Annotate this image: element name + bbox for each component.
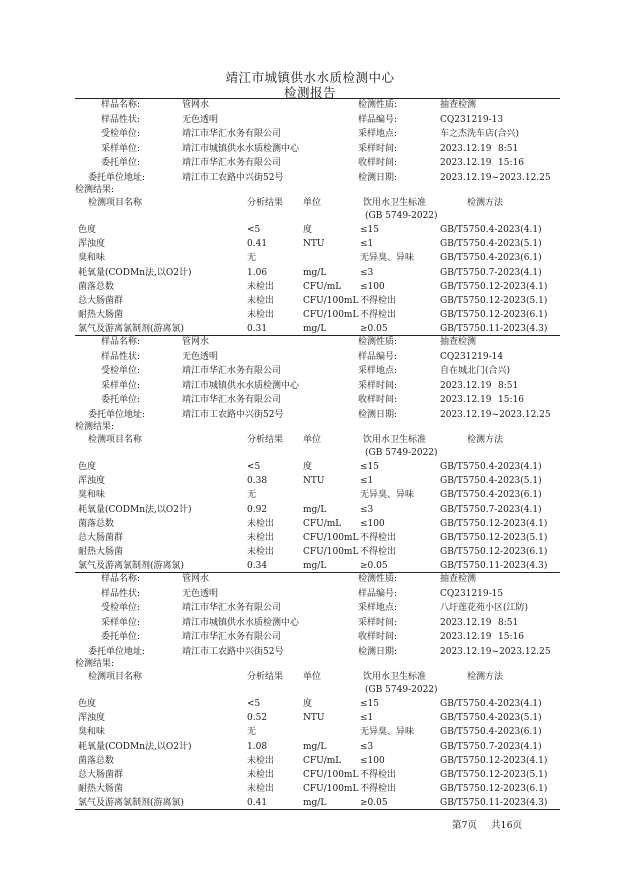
item-name: 总大肠菌群 bbox=[78, 770, 124, 780]
info-label-sample-name: 样品名称: bbox=[101, 574, 141, 584]
item-method: GB/T5750.11-2023(4.3) bbox=[440, 324, 548, 335]
item-method: GB/T5750.12-2023(4.1) bbox=[440, 518, 548, 529]
receive-date-value: 2023.12.19 bbox=[440, 632, 492, 643]
info-label-entrusted-unit: 受检单位: bbox=[101, 603, 141, 614]
info-value-client: 靖江市华汇水务有限公司 bbox=[182, 158, 282, 169]
item-limit: ≤3 bbox=[360, 267, 374, 278]
results-label: 检测结果: bbox=[75, 659, 115, 669]
item-unit: CFU/mL bbox=[303, 755, 342, 766]
info-label-sampling-unit: 采样单位: bbox=[101, 617, 141, 628]
item-limit: ≤15 bbox=[360, 699, 379, 709]
item-name: 耐热大肠菌 bbox=[78, 784, 124, 795]
info-label-test-date: 检测日期: bbox=[358, 647, 398, 657]
item-unit: NTU bbox=[303, 713, 325, 724]
sampling-site-value: 自在城北门(合兴) bbox=[440, 366, 511, 377]
item-name: 菌落总数 bbox=[78, 281, 115, 292]
item-name: 臭和味 bbox=[78, 253, 106, 264]
item-result: 未检出 bbox=[247, 310, 275, 321]
item-method: GB/T5750.12-2023(5.1) bbox=[440, 770, 548, 780]
item-unit: CFU/100mL bbox=[303, 770, 359, 780]
info-label-client: 委托单位: bbox=[101, 632, 141, 643]
item-limit: 不得检出 bbox=[360, 310, 397, 321]
info-value-client: 靖江市华汇水务有限公司 bbox=[182, 632, 282, 643]
item-name: 色度 bbox=[78, 225, 97, 235]
item-method: GB/T5750.4-2023(6.1) bbox=[440, 490, 542, 501]
item-unit: 度 bbox=[303, 225, 313, 235]
info-label-sample-name: 样品名称: bbox=[101, 100, 141, 110]
info-label-sampling-site: 采样地点: bbox=[358, 366, 398, 377]
th-result: 分析结果 bbox=[247, 672, 284, 682]
item-unit: mg/L bbox=[303, 504, 327, 515]
item-method: GB/T5750.11-2023(4.3) bbox=[440, 798, 548, 809]
info-label-client-address: 委托单位地址: bbox=[88, 410, 146, 420]
sampling-site-value: 八圩莲花苑小区(江防) bbox=[440, 603, 529, 614]
test-date-value: 2023.12.19~2023.12.25 bbox=[440, 647, 551, 657]
item-limit: ≥0.05 bbox=[360, 324, 388, 335]
th-method: 检测方法 bbox=[467, 435, 504, 445]
item-limit: ≤1 bbox=[360, 476, 374, 487]
th-method: 检测方法 bbox=[467, 198, 504, 208]
item-result: 未检出 bbox=[247, 296, 275, 306]
item-result: <5 bbox=[247, 699, 261, 709]
block-top-rule bbox=[75, 335, 560, 336]
item-unit: 度 bbox=[303, 462, 313, 472]
item-name: 菌落总数 bbox=[78, 755, 115, 766]
th-unit: 单位 bbox=[303, 435, 322, 445]
item-name: 耐热大肠菌 bbox=[78, 310, 124, 321]
item-result: 0.34 bbox=[247, 561, 268, 572]
info-value-client-address: 靖江市工农路中兴街52号 bbox=[182, 410, 284, 420]
info-value-sampling-unit: 靖江市城镇供水水质检测中心 bbox=[182, 617, 300, 628]
info-label-sample-no: 样品编号: bbox=[358, 588, 398, 599]
item-limit: 不得检出 bbox=[360, 547, 397, 558]
th-standard-code: (GB 5749-2022) bbox=[365, 685, 438, 695]
item-name: 浑浊度 bbox=[78, 239, 106, 250]
item-unit: mg/L bbox=[303, 798, 327, 809]
th-standard: 饮用水卫生标准 bbox=[363, 198, 427, 208]
item-result: <5 bbox=[247, 225, 261, 235]
item-name: 耗氧量(CODMn法,以O2计) bbox=[78, 267, 192, 278]
sampling-clock-value: 8:51 bbox=[498, 380, 519, 391]
item-result: 未检出 bbox=[247, 533, 275, 543]
th-item: 检测项目名称 bbox=[88, 672, 143, 682]
info-value-character: 无色透明 bbox=[182, 351, 219, 362]
info-value-sampling-unit: 靖江市城镇供水水质检测中心 bbox=[182, 143, 300, 154]
sampling-clock-value: 8:51 bbox=[498, 617, 519, 628]
item-name: 浑浊度 bbox=[78, 713, 106, 724]
item-unit: mg/L bbox=[303, 561, 327, 572]
th-method: 检测方法 bbox=[467, 672, 504, 682]
info-label-client-address: 委托单位地址: bbox=[88, 173, 146, 183]
info-label-sample-no: 样品编号: bbox=[358, 351, 398, 362]
item-unit: mg/L bbox=[303, 741, 327, 752]
item-name: 菌落总数 bbox=[78, 518, 115, 529]
th-result: 分析结果 bbox=[247, 198, 284, 208]
item-method: GB/T5750.12-2023(5.1) bbox=[440, 533, 548, 543]
item-limit: 无异臭、异味 bbox=[360, 253, 415, 264]
results-label: 检测结果: bbox=[75, 422, 115, 432]
info-label-receive-time: 收样时间: bbox=[358, 395, 398, 406]
info-label-test-date: 检测日期: bbox=[358, 410, 398, 420]
item-name: 耗氧量(CODMn法,以O2计) bbox=[78, 741, 192, 752]
test-nature-value: 抽查检测 bbox=[440, 100, 477, 110]
item-limit: 无异臭、异味 bbox=[360, 490, 415, 501]
sample-no-value: CQ231219-15 bbox=[440, 588, 504, 599]
item-unit: CFU/100mL bbox=[303, 533, 359, 543]
item-method: GB/T5750.4-2023(6.1) bbox=[440, 727, 542, 738]
info-value-sampling-unit: 靖江市城镇供水水质检测中心 bbox=[182, 380, 300, 391]
sample-no-value: CQ231219-13 bbox=[440, 114, 504, 125]
item-limit: ≤3 bbox=[360, 741, 374, 752]
info-label-sample-name: 样品名称: bbox=[101, 337, 141, 347]
item-limit: ≥0.05 bbox=[360, 561, 388, 572]
item-result: 未检出 bbox=[247, 770, 275, 780]
info-label-client: 委托单位: bbox=[101, 158, 141, 169]
item-method: GB/T5750.7-2023(4.1) bbox=[440, 504, 542, 515]
item-name: 臭和味 bbox=[78, 490, 106, 501]
sampling-site-value: 车之杰洗车店(合兴) bbox=[440, 129, 520, 140]
item-name: 臭和味 bbox=[78, 727, 106, 738]
receive-clock-value: 15:16 bbox=[498, 158, 524, 169]
info-value-client-address: 靖江市工农路中兴街52号 bbox=[182, 647, 284, 657]
th-unit: 单位 bbox=[303, 198, 322, 208]
info-label-sample-no: 样品编号: bbox=[358, 114, 398, 125]
item-method: GB/T5750.12-2023(6.1) bbox=[440, 784, 548, 795]
info-label-test-nature: 检测性质: bbox=[358, 574, 398, 584]
item-method: GB/T5750.12-2023(6.1) bbox=[440, 547, 548, 558]
th-item: 检测项目名称 bbox=[88, 435, 143, 445]
th-unit: 单位 bbox=[303, 672, 322, 682]
item-method: GB/T5750.7-2023(4.1) bbox=[440, 267, 542, 278]
item-result: 未检出 bbox=[247, 518, 275, 529]
sampling-date-value: 2023.12.19 bbox=[440, 143, 492, 154]
item-unit: CFU/mL bbox=[303, 518, 342, 529]
item-result: 未检出 bbox=[247, 784, 275, 795]
item-result: 0.38 bbox=[247, 476, 268, 487]
page-number: 第7页 bbox=[452, 820, 478, 831]
item-unit: CFU/100mL bbox=[303, 296, 359, 306]
receive-date-value: 2023.12.19 bbox=[440, 158, 492, 169]
item-limit: ≤1 bbox=[360, 713, 374, 724]
info-label-sampling-site: 采样地点: bbox=[358, 129, 398, 140]
test-nature-value: 抽查检测 bbox=[440, 337, 477, 347]
item-name: 耗氧量(CODMn法,以O2计) bbox=[78, 504, 192, 515]
sampling-clock-value: 8:51 bbox=[498, 143, 519, 154]
item-result: 未检出 bbox=[247, 755, 275, 766]
item-result: 0.92 bbox=[247, 504, 268, 515]
item-limit: ≤100 bbox=[360, 755, 385, 766]
item-method: GB/T5750.11-2023(4.3) bbox=[440, 561, 548, 572]
info-label-receive-time: 收样时间: bbox=[358, 158, 398, 169]
th-standard-code: (GB 5749-2022) bbox=[365, 211, 438, 221]
item-limit: ≤15 bbox=[360, 462, 379, 472]
block-top-rule bbox=[75, 572, 560, 573]
info-label-test-date: 检测日期: bbox=[358, 173, 398, 183]
item-limit: 不得检出 bbox=[360, 533, 397, 543]
item-limit: ≤3 bbox=[360, 504, 374, 515]
item-limit: 无异臭、异味 bbox=[360, 727, 415, 738]
item-name: 氯气及游离氯制剂(游离氯) bbox=[78, 324, 185, 335]
report-subtitle: 检测报告 bbox=[283, 85, 336, 100]
item-unit: NTU bbox=[303, 239, 325, 250]
info-value-entrusted-unit: 靖江市华汇水务有限公司 bbox=[182, 366, 282, 377]
item-unit: mg/L bbox=[303, 324, 327, 335]
item-limit: 不得检出 bbox=[360, 770, 397, 780]
item-limit: 不得检出 bbox=[360, 784, 397, 795]
item-limit: ≤1 bbox=[360, 239, 374, 250]
info-label-client: 委托单位: bbox=[101, 395, 141, 406]
info-label-sample-character: 样品性状: bbox=[101, 114, 141, 125]
info-label-test-nature: 检测性质: bbox=[358, 337, 398, 347]
block-bottom-rule bbox=[75, 809, 560, 810]
info-value-name: 管网水 bbox=[182, 100, 210, 110]
item-method: GB/T5750.12-2023(5.1) bbox=[440, 296, 548, 306]
item-result: 无 bbox=[247, 727, 257, 738]
item-name: 总大肠菌群 bbox=[78, 296, 124, 306]
item-result: 0.41 bbox=[247, 239, 268, 250]
results-label: 检测结果: bbox=[75, 185, 115, 195]
item-limit: ≤100 bbox=[360, 518, 385, 529]
item-result: 0.41 bbox=[247, 798, 268, 809]
th-standard: 饮用水卫生标准 bbox=[363, 435, 427, 445]
item-unit: CFU/100mL bbox=[303, 310, 359, 321]
info-value-character: 无色透明 bbox=[182, 588, 219, 599]
info-label-sampling-unit: 采样单位: bbox=[101, 143, 141, 154]
item-method: GB/T5750.4-2023(4.1) bbox=[440, 699, 542, 709]
info-value-entrusted-unit: 靖江市华汇水务有限公司 bbox=[182, 129, 282, 140]
info-label-client-address: 委托单位地址: bbox=[88, 647, 146, 657]
item-limit: ≥0.05 bbox=[360, 798, 388, 809]
item-method: GB/T5750.7-2023(4.1) bbox=[440, 741, 542, 752]
item-method: GB/T5750.4-2023(4.1) bbox=[440, 225, 542, 235]
item-limit: 不得检出 bbox=[360, 296, 397, 306]
item-method: GB/T5750.12-2023(4.1) bbox=[440, 281, 548, 292]
info-label-sample-character: 样品性状: bbox=[101, 351, 141, 362]
info-label-sample-character: 样品性状: bbox=[101, 588, 141, 599]
item-result: 1.06 bbox=[247, 267, 268, 278]
item-result: 未检出 bbox=[247, 281, 275, 292]
page-total: 共16页 bbox=[491, 820, 523, 831]
item-name: 耐热大肠菌 bbox=[78, 547, 124, 558]
item-name: 浑浊度 bbox=[78, 476, 106, 487]
item-method: GB/T5750.4-2023(5.1) bbox=[440, 713, 542, 724]
sampling-date-value: 2023.12.19 bbox=[440, 380, 492, 391]
info-value-character: 无色透明 bbox=[182, 114, 219, 125]
sampling-date-value: 2023.12.19 bbox=[440, 617, 492, 628]
info-label-entrusted-unit: 受检单位: bbox=[101, 129, 141, 140]
item-result: 无 bbox=[247, 490, 257, 501]
item-unit: CFU/mL bbox=[303, 281, 342, 292]
item-name: 总大肠菌群 bbox=[78, 533, 124, 543]
th-standard: 饮用水卫生标准 bbox=[363, 672, 427, 682]
item-method: GB/T5750.4-2023(6.1) bbox=[440, 253, 542, 264]
test-date-value: 2023.12.19~2023.12.25 bbox=[440, 173, 551, 183]
item-method: GB/T5750.4-2023(5.1) bbox=[440, 239, 542, 250]
item-unit: CFU/100mL bbox=[303, 784, 359, 795]
block-top-rule bbox=[75, 98, 560, 99]
info-value-client: 靖江市华汇水务有限公司 bbox=[182, 395, 282, 406]
item-name: 色度 bbox=[78, 699, 97, 709]
item-name: 氯气及游离氯制剂(游离氯) bbox=[78, 798, 185, 809]
th-item: 检测项目名称 bbox=[88, 198, 143, 208]
item-unit: 度 bbox=[303, 699, 313, 709]
test-date-value: 2023.12.19~2023.12.25 bbox=[440, 410, 551, 420]
info-label-sampling-site: 采样地点: bbox=[358, 603, 398, 614]
receive-date-value: 2023.12.19 bbox=[440, 395, 492, 406]
info-value-name: 管网水 bbox=[182, 337, 210, 347]
receive-clock-value: 15:16 bbox=[498, 395, 524, 406]
info-value-client-address: 靖江市工农路中兴街52号 bbox=[182, 173, 284, 183]
item-result: 无 bbox=[247, 253, 257, 264]
info-label-receive-time: 收样时间: bbox=[358, 632, 398, 643]
item-unit: mg/L bbox=[303, 267, 327, 278]
item-unit: CFU/100mL bbox=[303, 547, 359, 558]
info-value-entrusted-unit: 靖江市华汇水务有限公司 bbox=[182, 603, 282, 614]
th-result: 分析结果 bbox=[247, 435, 284, 445]
info-label-sampling-unit: 采样单位: bbox=[101, 380, 141, 391]
item-name: 色度 bbox=[78, 462, 97, 472]
info-label-test-nature: 检测性质: bbox=[358, 100, 398, 110]
item-limit: ≤15 bbox=[360, 225, 379, 235]
item-result: 0.52 bbox=[247, 713, 268, 724]
page-footer bbox=[452, 817, 522, 831]
item-method: GB/T5750.12-2023(6.1) bbox=[440, 310, 548, 321]
info-value-name: 管网水 bbox=[182, 574, 210, 584]
item-method: GB/T5750.4-2023(5.1) bbox=[440, 476, 542, 487]
info-label-sampling-time: 采样时间: bbox=[358, 380, 398, 391]
item-limit: ≤100 bbox=[360, 281, 385, 292]
item-method: GB/T5750.12-2023(4.1) bbox=[440, 755, 548, 766]
item-result: 1.08 bbox=[247, 741, 268, 752]
item-result: 0.31 bbox=[247, 324, 268, 335]
info-label-sampling-time: 采样时间: bbox=[358, 617, 398, 628]
item-name: 氯气及游离氯制剂(游离氯) bbox=[78, 561, 185, 572]
report-title: 靖江市城镇供水水质检测中心 bbox=[225, 70, 395, 85]
th-standard-code: (GB 5749-2022) bbox=[365, 448, 438, 458]
item-result: 未检出 bbox=[247, 547, 275, 558]
info-label-sampling-time: 采样时间: bbox=[358, 143, 398, 154]
info-label-entrusted-unit: 受检单位: bbox=[101, 366, 141, 377]
item-unit: NTU bbox=[303, 476, 325, 487]
sample-no-value: CQ231219-14 bbox=[440, 351, 504, 362]
test-nature-value: 抽查检测 bbox=[440, 574, 477, 584]
item-result: <5 bbox=[247, 462, 261, 472]
receive-clock-value: 15:16 bbox=[498, 632, 524, 643]
item-method: GB/T5750.4-2023(4.1) bbox=[440, 462, 542, 472]
